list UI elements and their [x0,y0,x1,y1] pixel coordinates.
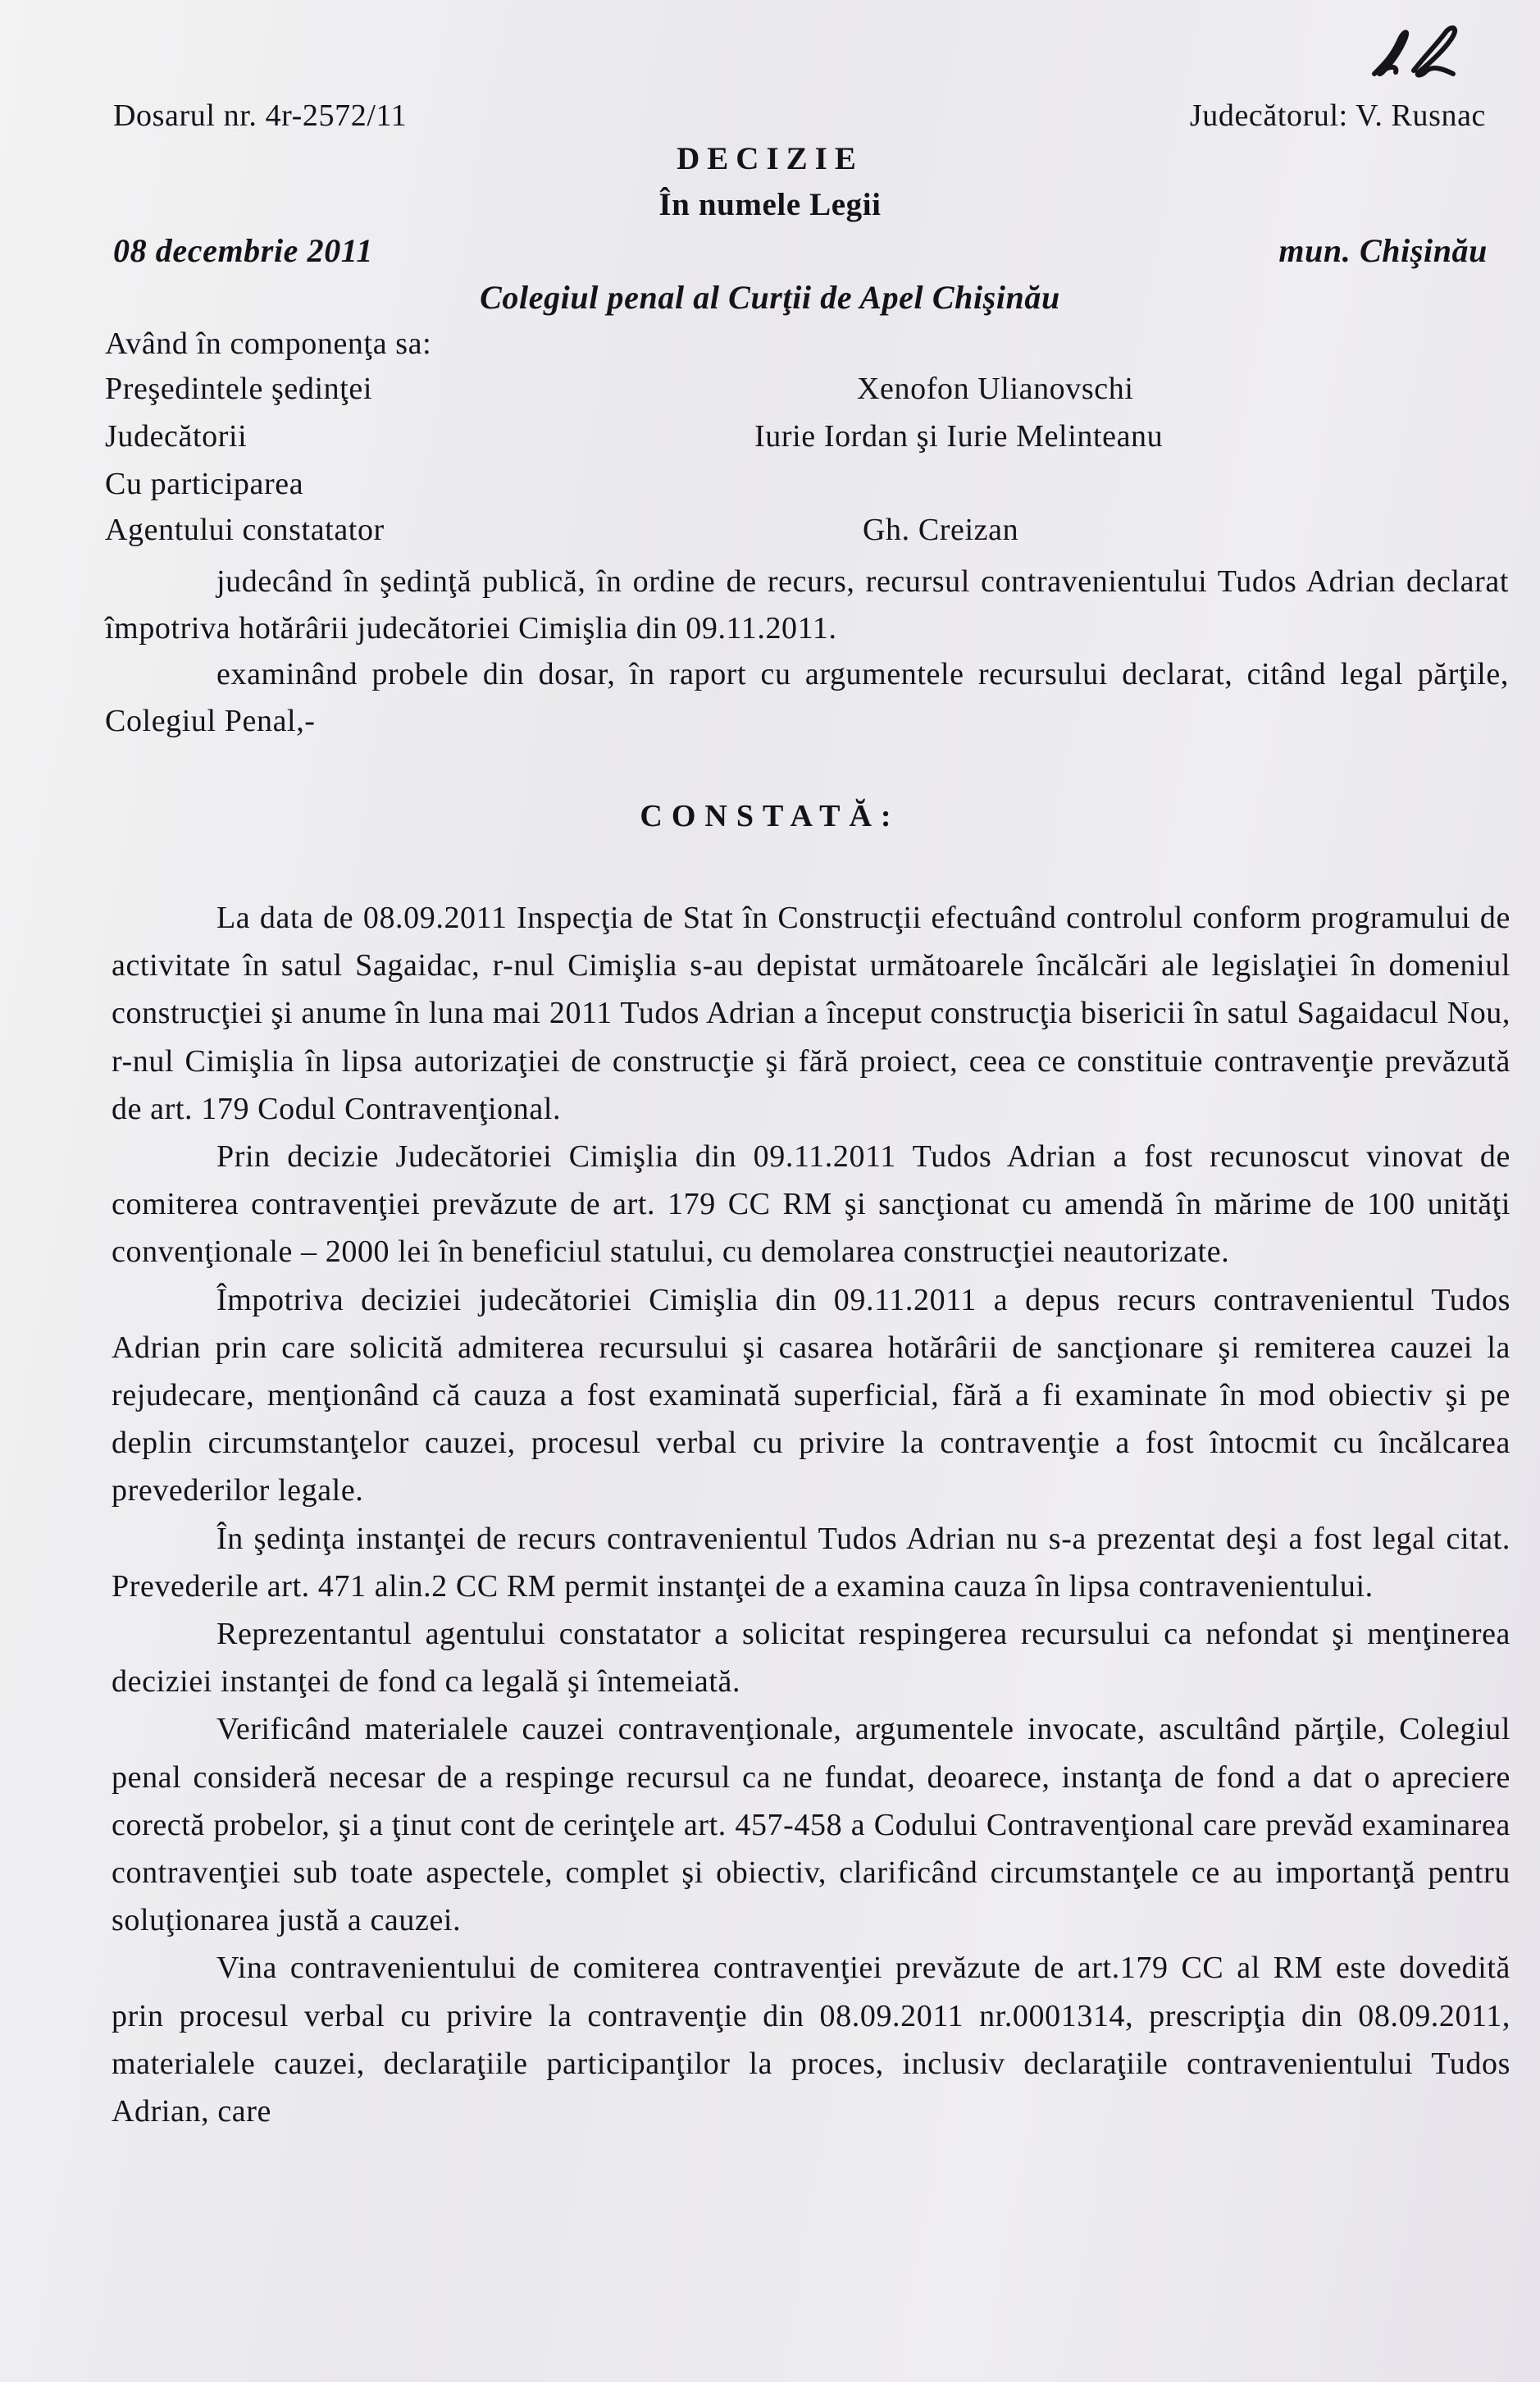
decision-date: 08 decembrie 2011 [113,232,373,269]
handwritten-page-number [1368,23,1466,82]
document-subtitle: În numele Legii [658,187,882,222]
body-paragraph: Împotriva deciziei judecătoriei Cimişlia din 09.11.2011 a depus recurs contravenientul Tudos Adrian prin care solicită admiterea recursului şi casarea hotărârii de sancţionare şi remiterea cauzei la rejudecare, menţionând că cauza a fost examinată superficial, fără a fi examinate în mod obiectiv şi pe deplin circumstanţelor cauzei, procesul verbal cu privire la contravenţie a fost întocmit cu încălcarea prevederilor legale. [112,1282,1510,1508]
composition-label: Preşedintele şedinţei [105,372,373,406]
composition-label: Judecătorii [105,419,248,454]
case-number: Dosarul nr. 4r-2572/11 [113,98,408,133]
composition-value: Xenofon Ulianovschi [857,372,1134,406]
document-title: DECIZIE [677,141,863,176]
judge-name: Judecătorul: V. Rusnac [1189,98,1486,133]
body-paragraph: La data de 08.09.2011 Inspecţia de Stat în Construcţii efectuând controlul conform programului de activitate în satul Sagaidac, r-nul Cimişlia s-au depistat următoarele încălcări ale legislaţiei în domeniul construcţiei şi anume în luna mai 2011 Tudos Adrian a început construcţia bisericii în satul Sagaidacul Nou, r-nul Cimişlia în lipsa autorizaţiei de construcţie şi fără proiect, ceea ce constituie contravenţie prevăzută de art. 179 Codul Contravenţional. [112,901,1510,1126]
composition-intro: Având în componenţa sa: [105,326,432,361]
body-paragraph: Verificând materialele cauzei contravenţionale, argumentele invocate, ascultând părţile, Colegiul penal consideră necesar de a respinge recursul ca ne fundat, deoarece, instanţa de fond a dat o apreciere corectă probelor, şi a ţinut cont de cerinţele art. 457-458 a Codului Contravenţional care prevăd examinarea contravenţiei sub toate aspectele, complet şi obiectiv, clarificând circumstanţele ce au importanţă pentru soluţionarea justă a cauzei. [112,1712,1510,1938]
intro-block [105,559,1509,744]
body-paragraph: În şedinţa instanţei de recurs contravenientul Tudos Adrian nu s-a prezentat deşi a fost legal citat. Prevederile art. 471 alin.2 CC RM permit instanţei de a examina cauza în lipsa contravenientului. [112,1521,1510,1604]
intro-paragraph: judecând în şedinţă publică, în ordine de recurs, recursul contravenientului Tudos Adrian declarat împotriva hotărârii judecătoriei Cimişlia din 09.11.2011. [105,564,1509,646]
composition-label: Agentului constatator [105,513,385,547]
composition-label: Cu participarea [105,467,304,501]
court-name: Colegiul penal al Curţii de Apel Chişinău [480,279,1060,316]
section-heading: CONSTATĂ: [640,799,900,833]
body-paragraph: Prin decizie Judecătoriei Cimişlia din 09.11.2011 Tudos Adrian a fost recunoscut vinovat de comiterea contravenţiei prevăzute de art. 179 CC RM şi sancţionat cu amendă în mărime de 100 unităţi convenţionale – 2000 lei în beneficiul statului, cu demolarea construcţiei neautorizate. [112,1139,1510,1270]
body-paragraph: Vina contravenientului de comiterea contravenţiei prevăzute de art.179 CC al RM este dovedită prin procesul verbal cu privire la contravenţie din 08.09.2011 nr.0001314, prescripţia din 08.09.2011, materialele cauzei, declaraţiile participanţilor la proces, inclusiv declaraţiile contravenientului Tudos Adrian, care [112,1951,1510,2129]
body-paragraph: Reprezentantul agentului constatator a solicitat respingerea recursului ca nefondat şi menţinerea deciziei instanţei de fond ca legală şi întemeiată. [112,1617,1510,1700]
body-text [112,894,1510,2135]
intro-paragraph: examinând probele din dosar, în raport cu argumentele recursului declarat, citând legal părţile, Colegiul Penal,- [105,657,1509,738]
composition-value: Iurie Iordan şi Iurie Melinteanu [754,419,1164,454]
decision-place: mun. Chişinău [1278,232,1488,269]
composition-value: Gh. Creizan [863,513,1019,547]
